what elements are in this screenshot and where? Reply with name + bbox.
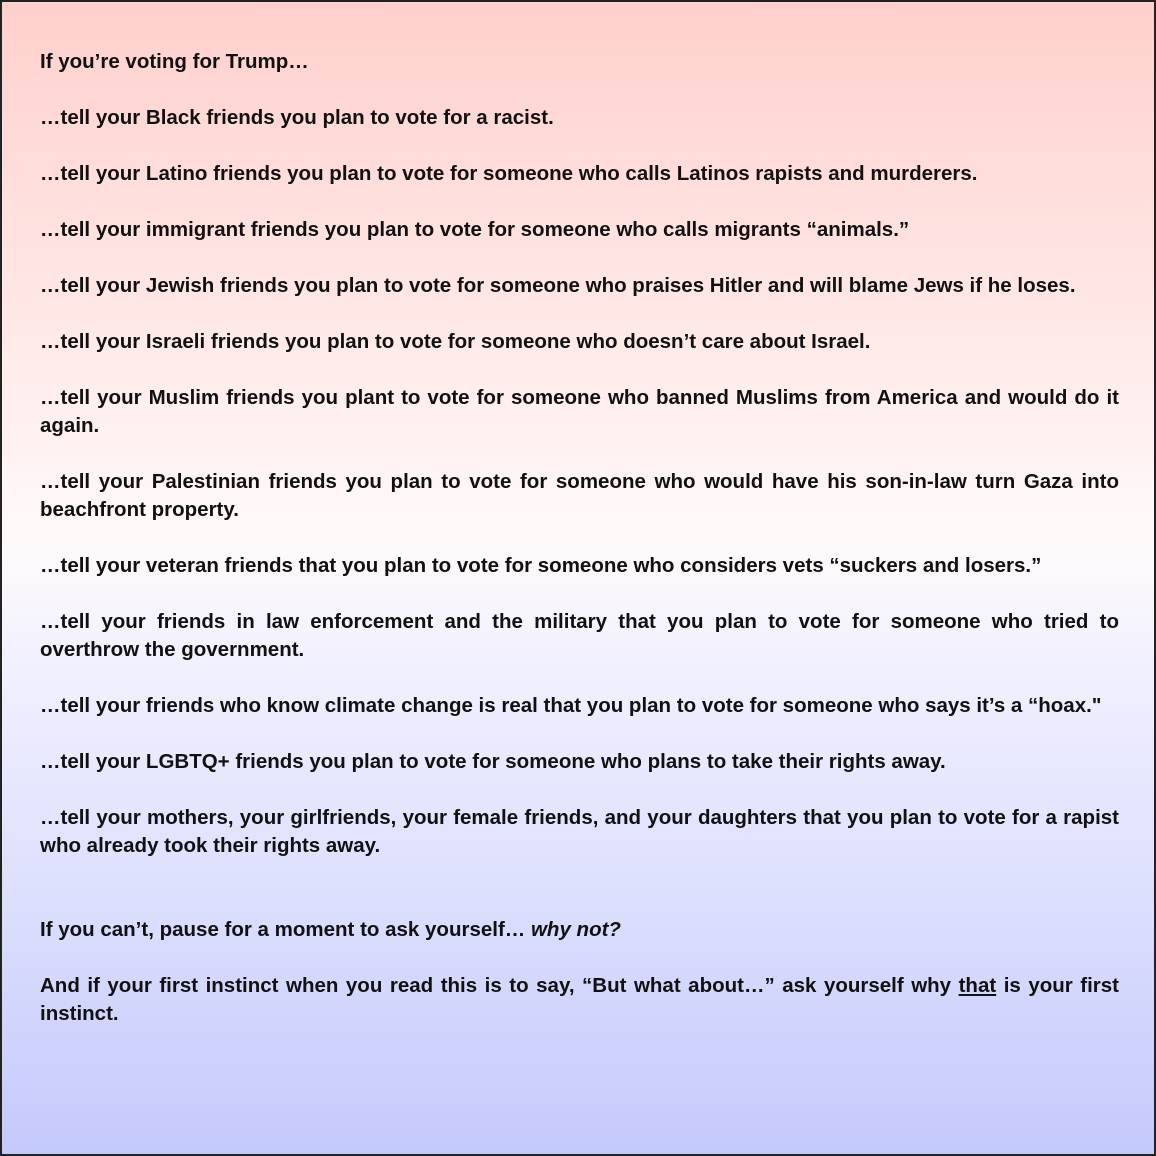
closing-instinct-underlined: that [958,974,997,997]
closing-question-text: If you can’t, pause for a moment to ask yourself… [40,918,531,941]
list-item: …tell your Jewish friends you plan to vote for someone who praises Hitler and will blame Jews if he loses. [40,274,1076,297]
text-body [40,48,1119,1028]
list-item: …tell your Black friends you plan to vote for a racist. [40,106,554,129]
closing-instinct-text-start: And if your first instinct when you read this is to say, “But what about…” ask yourself why [40,974,959,997]
list-item: …tell your friends in law enforcement and the military that you plan to vote for someone who tried to overthrow the government. [40,610,1119,661]
list-item: …tell your immigrant friends you plan to vote for someone who calls migrants “animals.” [40,218,910,241]
heading: If you’re voting for Trump… [40,50,309,73]
list-item: …tell your Palestinian friends you plan to vote for someone who would have his son-in-law turn Gaza into beachfront property. [40,470,1119,521]
list-item: …tell your friends who know climate change is real that you plan to vote for someone who says it’s a “hoax." [40,694,1102,717]
closing-question-emphasis: why not? [530,918,621,941]
list-item: …tell your veteran friends that you plan to vote for someone who considers vets “suckers and losers.” [40,554,1042,577]
list-item: …tell your Latino friends you plan to vote for someone who calls Latinos rapists and murderers. [40,162,978,185]
list-item: …tell your Israeli friends you plan to vote for someone who doesn’t care about Israel. [40,330,871,353]
list-item: …tell your Muslim friends you plant to vote for someone who banned Muslims from America and would do it again. [40,386,1119,437]
closing-question [40,916,1119,944]
list-item: …tell your LGBTQ+ friends you plan to vote for someone who plans to take their rights away. [40,750,946,773]
list-item: …tell your mothers, your girlfriends, your female friends, and your daughters that you plan to vote for a rapist who already took their rights away. [40,806,1119,857]
closing-instinct-text-end: is your first instinct. [40,974,1119,1025]
closing-instinct [40,972,1119,1028]
